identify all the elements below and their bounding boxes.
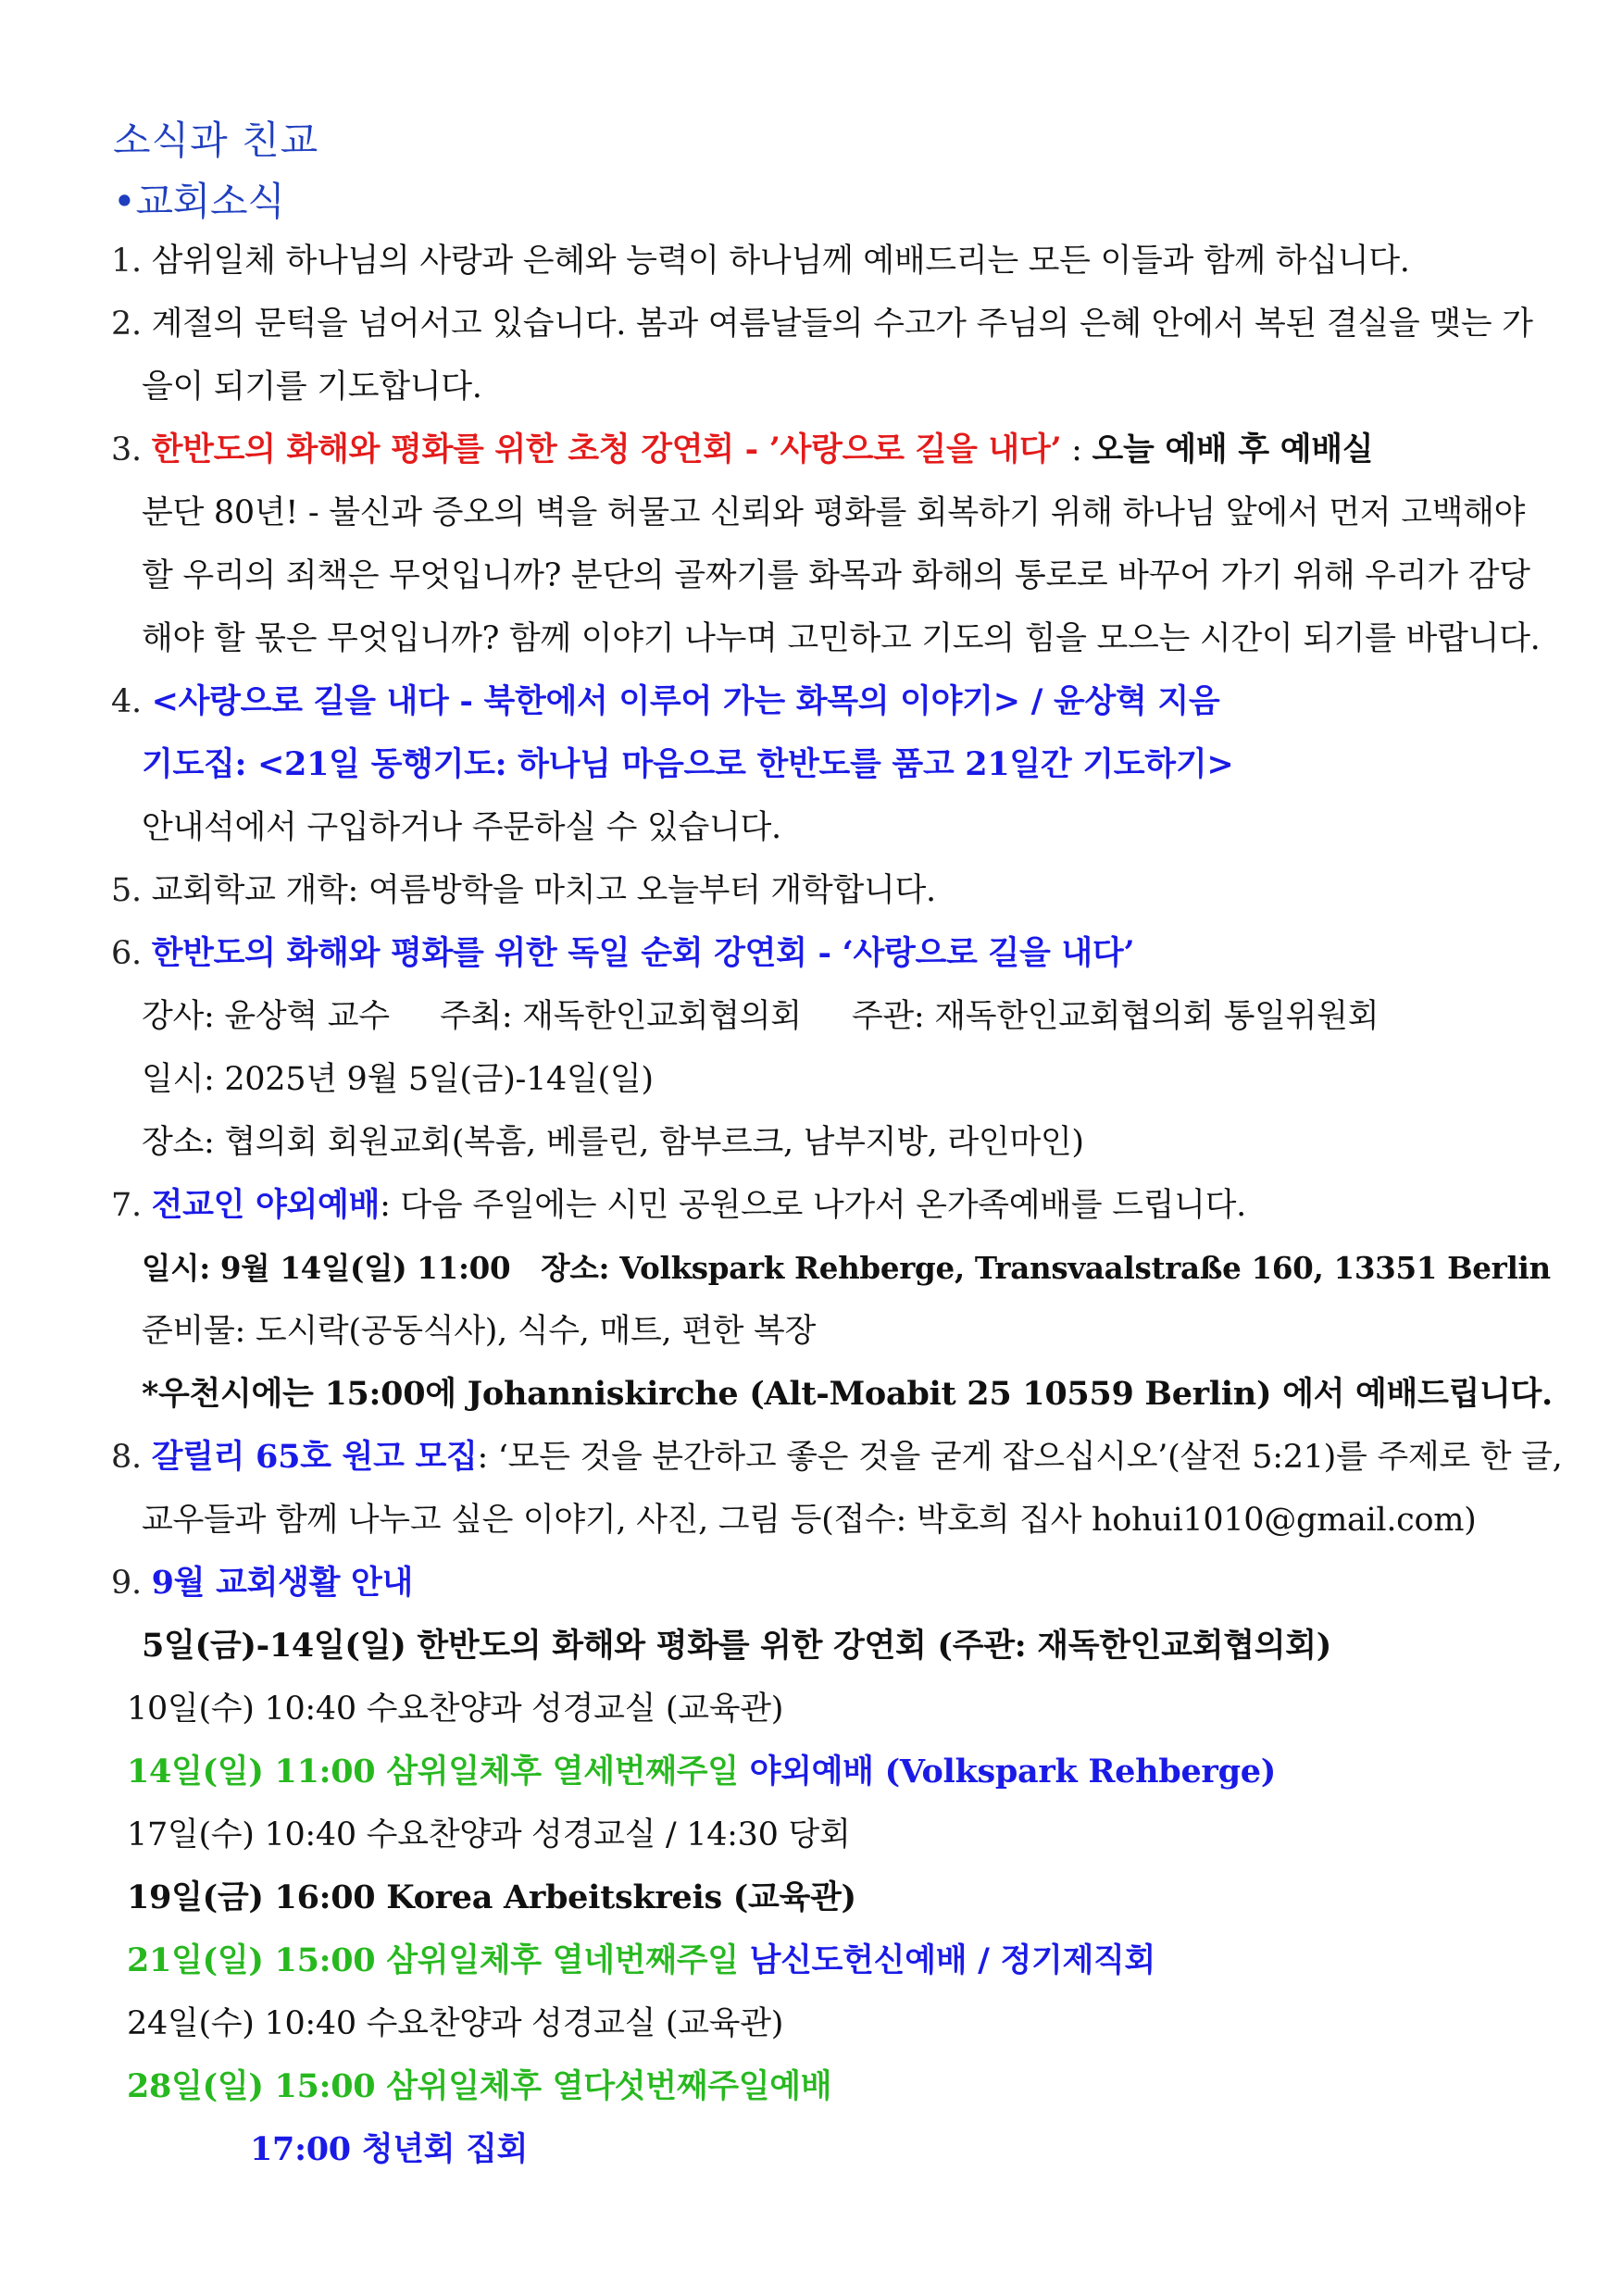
calendar-entry: 24일(수) 10:40 수요찬양과 성경교실 (교육관) xyxy=(127,2005,784,2042)
subsection-title: •교회소식 xyxy=(113,179,285,224)
item-text: 교회학교 개학: 여름방학을 마치고 오늘부터 개학합니다. xyxy=(151,872,936,909)
news-item-5 xyxy=(111,868,936,913)
item-number: 9. xyxy=(111,1565,142,1602)
news-item-1 xyxy=(111,239,1410,283)
lecture-time: 오늘 예배 후 예배실 xyxy=(1092,430,1374,468)
item-number: 5. xyxy=(111,872,142,909)
item-number: 2. xyxy=(111,306,142,343)
item-text: : ‘모든 것을 분간하고 좋은 것을 굳게 잡으십시오’(살전 5:21)를 주제로 한 글, xyxy=(477,1439,1563,1476)
tour-title: 한반도의 화해와 평화를 위한 독일 순회 강연회 - ‘사랑으로 길을 내다’ xyxy=(151,934,1135,972)
calendar-entry: 17일(수) 10:40 수요찬양과 성경교실 / 14:30 당회 xyxy=(127,1816,851,1853)
calendar-entry: 5일(금)-14일(일) 한반도의 화해와 평화를 위한 강연회 (주관: 재독한인교회협의회) xyxy=(142,1627,1332,1665)
item-number: 4. xyxy=(111,683,142,720)
manuscript-title: 갈릴리 65호 원고 모집 xyxy=(151,1438,478,1476)
calendar-entry-date: 21일(일) 15:00 삼위일체후 열네번째주일 xyxy=(127,1941,750,1979)
news-item-3 xyxy=(111,428,1373,472)
item-number: 8. xyxy=(111,1439,142,1476)
news-item-8-cont: 교우들과 함께 나누고 싶은 이야기, 사진, 그림 등(접수: 박호희 집사 hohui1010@gmail.com) xyxy=(142,1502,1477,1539)
calendar-entry: 28일(일) 15:00 삼위일체후 열다섯번째주일예배 xyxy=(127,2067,832,2105)
news-item-9 xyxy=(111,1561,413,1605)
calendar-entry: 10일(수) 10:40 수요찬양과 성경교실 (교육관) xyxy=(127,1691,784,1728)
news-item-4-cont: 안내석에서 구입하거나 주문하실 수 있습니다. xyxy=(142,809,781,846)
item-number: 3. xyxy=(111,431,142,468)
news-item-8 xyxy=(111,1435,1562,1479)
tour-place: 장소: 협의회 회원교회(복흠, 베를린, 함부르크, 남부지방, 라인마인) xyxy=(142,1124,1084,1161)
book-title: <사랑으로 길을 내다 - 북한에서 이루어 가는 화목의 이야기> / 윤상혁 지음 xyxy=(151,682,1220,720)
news-item-7 xyxy=(111,1183,1246,1228)
tour-date: 일시: 2025년 9월 5일(금)-14일(일) xyxy=(142,1061,654,1098)
calendar-entry xyxy=(127,1750,1276,1794)
item-number: 7. xyxy=(111,1187,142,1224)
separator: : xyxy=(1061,431,1092,468)
calendar-entry-event: 남신도헌신예배 / 정기제직회 xyxy=(749,1941,1156,1979)
calendar-title: 9월 교회생활 안내 xyxy=(151,1564,414,1602)
tour-organizers: 강사: 윤상혁 교수 주최: 재독한인교회협의회 주관: 재독한인교회협의회 통일위원회 xyxy=(142,998,1380,1035)
item-text: 삼위일체 하나님의 사랑과 은혜와 능력이 하나님께 예배드리는 모든 이들과 함께 하십니다. xyxy=(151,243,1410,280)
item-number: 1. xyxy=(111,243,142,280)
prayer-book-title: 기도집: <21일 동행기도: 하나님 마음으로 한반도를 품고 21일간 기도하기> xyxy=(142,745,1234,783)
picnic-supplies: 준비물: 도시락(공동식사), 식수, 매트, 편한 복장 xyxy=(142,1313,816,1350)
rain-notice: *우천시에는 15:00에 Johanniskirche (Alt-Moabit 25 10559 Berlin) 에서 예배드립니다. xyxy=(142,1375,1553,1413)
picnic-when-where: 일시: 9월 14일(일) 11:00 장소: Volkspark Rehberge, Transvaalstraße 160, 13351 Berlin xyxy=(142,1250,1551,1286)
news-item-3-cont-2: 할 우리의 죄책은 무엇입니까? 분단의 골짜기를 화목과 화해의 통로로 바꾸어 가기 위해 우리가 감당 xyxy=(142,557,1530,594)
news-item-4 xyxy=(111,680,1219,724)
lecture-title: 한반도의 화해와 평화를 위한 초청 강연회 - ’사랑으로 길을 내다’ xyxy=(151,430,1062,468)
news-item-3-cont-3: 해야 할 몫은 무엇입니까? 함께 이야기 나누며 고민하고 기도의 힘을 모으는 시간이 되기를 바랍니다. xyxy=(142,620,1541,657)
calendar-entry-date: 14일(일) 11:00 삼위일체후 열세번째주일 xyxy=(127,1753,750,1791)
news-item-3-cont-1: 분단 80년! - 불신과 증오의 벽을 허물고 신뢰와 평화를 회복하기 위해 하나님 앞에서 먼저 고백해야 xyxy=(142,494,1526,531)
item-number: 6. xyxy=(111,935,142,972)
news-item-2-cont: 을이 되기를 기도합니다. xyxy=(142,368,482,406)
calendar-entry-event: 야외예배 (Volkspark Rehberge) xyxy=(749,1753,1276,1791)
item-text: : 다음 주일에는 시민 공원으로 나가서 온가족예배를 드립니다. xyxy=(380,1187,1246,1224)
calendar-entry: 17:00 청년회 집회 xyxy=(250,2130,529,2168)
calendar-entry: 19일(금) 16:00 Korea Arbeitskreis (교육관) xyxy=(127,1878,856,1916)
news-item-2 xyxy=(111,302,1533,346)
calendar-entry xyxy=(127,1939,1155,1983)
item-text: 계절의 문턱을 넘어서고 있습니다. 봄과 여름날들의 수고가 주님의 은혜 안에서 복된 결실을 맺는 가 xyxy=(151,306,1533,343)
section-title: 소식과 친교 xyxy=(113,118,319,163)
news-item-6 xyxy=(111,931,1134,976)
picnic-title: 전교인 야외예배 xyxy=(151,1186,381,1224)
